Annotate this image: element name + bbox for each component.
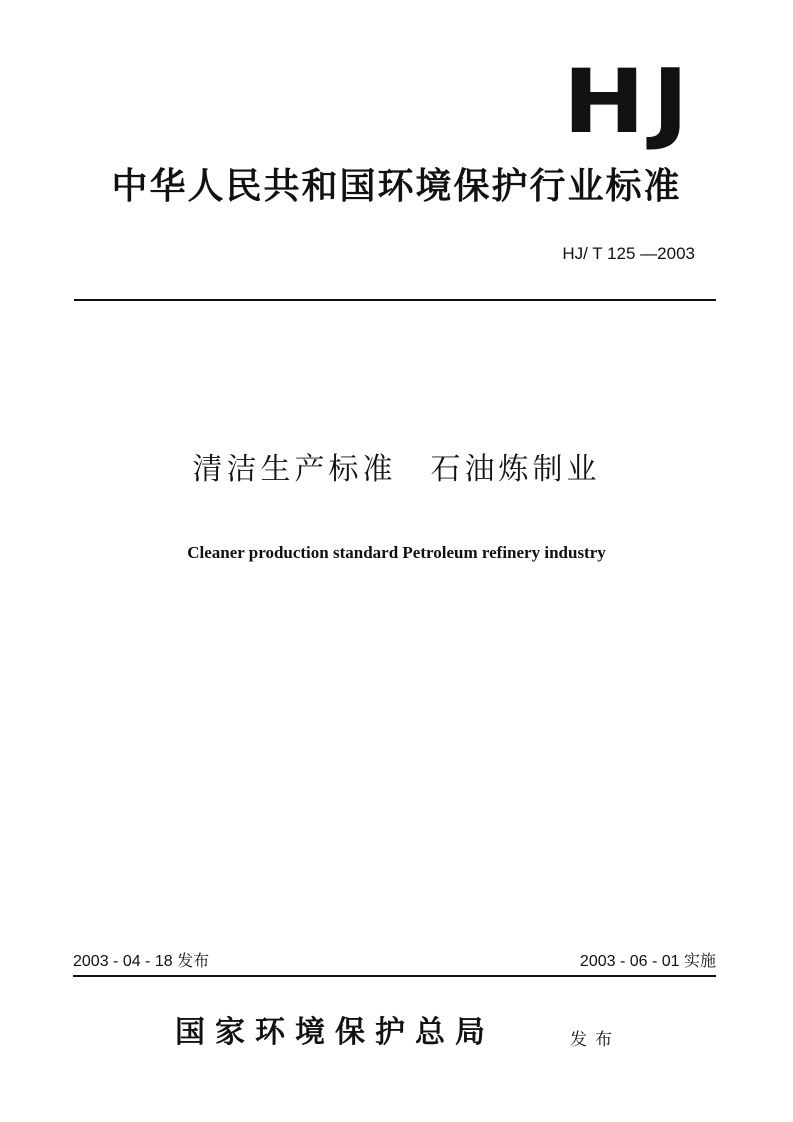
issuing-action: 发布 — [570, 1030, 620, 1050]
title-chinese-part1: 清洁生产标准 — [192, 452, 397, 487]
bottom-divider — [73, 975, 716, 977]
document-title-english: Cleaner production standard Petroleum refinery industry — [187, 543, 606, 562]
top-divider — [74, 299, 716, 301]
implementation-date: 2003 - 06 - 01 实施 — [579, 953, 716, 970]
standard-number: HJ/ T 125 —2003 — [562, 244, 695, 263]
title-chinese-part2: 石油炼制业 — [430, 452, 601, 487]
hj-logo: HJ — [562, 50, 695, 153]
standard-category-title: 中华人民共和国环境保护行业标准 — [111, 165, 682, 207]
issue-date: 2003 - 04 - 18 发布 — [73, 953, 210, 970]
document-title-chinese — [0, 452, 793, 488]
issuing-authority: 国家环境保护总局 — [175, 1015, 495, 1050]
